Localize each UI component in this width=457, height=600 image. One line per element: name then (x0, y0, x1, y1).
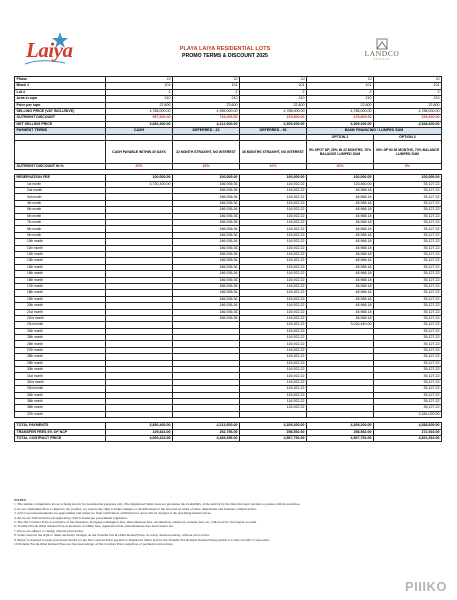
month-label: 3rd month (15, 194, 106, 200)
value-cell: 23,600 (173, 102, 240, 108)
month-label: 21st month (15, 309, 106, 315)
payment-value: 186,936.36 (173, 239, 240, 245)
payment-value: 35,127.22 (374, 264, 442, 270)
watermark: PIIIKO (404, 579, 447, 594)
row-label: NET SELLING PRICE (15, 121, 106, 127)
payment-value: 186,936.36 (173, 207, 240, 213)
value-cell: 4,212,600.00 (173, 121, 240, 127)
payment-value: 35,127.22 (374, 188, 442, 194)
payment-value: 35,127.22 (374, 232, 442, 238)
payment-value: 48,968.18 (307, 277, 374, 283)
notes-section (14, 498, 441, 546)
totals-value: 4,309,200.00 (240, 423, 307, 429)
payment-value: 186,936.36 (173, 277, 240, 283)
payment-value: 35,127.22 (374, 258, 442, 264)
month-label: 14th month (15, 264, 106, 270)
value-cell: 743,400.00 (173, 115, 240, 121)
note-item: 5. The Net Contract Price is exclusive of the insurance, mortgage redemption fees, miscellaneous fees, documentary stamp tax, transfer fees, etc. which are for the buyers' account. (14, 520, 258, 525)
payment-value: 116,922.22 (240, 315, 307, 321)
payment-value: 186,936.36 (173, 226, 240, 232)
discount-percent: 10% (240, 163, 307, 169)
document-subtitle: PROMO TERMS & DISCOUNT 2025 (182, 53, 268, 59)
payment-value: 35,127.22 (374, 296, 442, 302)
reservation-value: 100,000.00 (106, 175, 173, 181)
payment-value: 116,922.22 (240, 277, 307, 283)
value-cell: 4,788,000.00 (240, 108, 307, 114)
reservation-label: RESERVATION FEE (15, 175, 106, 181)
option-1-label: OPTION 1 (307, 134, 374, 140)
term-description: 30% DP IN 36 MONTHS, 70% BALANCE LUMPED SUM (374, 140, 442, 163)
value-cell: 4,788,000.00 (307, 108, 374, 114)
value-cell: 22,800 (106, 102, 173, 108)
reservation-value: 100,000.00 (173, 175, 240, 181)
payment-value: 35,127.22 (374, 251, 442, 257)
month-label: 8th month (15, 226, 106, 232)
value-cell: 101 (307, 83, 374, 89)
totals-value: 4,567,752.00 (240, 435, 307, 441)
empty-cell (15, 140, 106, 163)
value-cell: 2 (106, 89, 173, 95)
payment-value: 186,936.36 (173, 220, 240, 226)
row-label: Lot # (15, 89, 106, 95)
payment-value: 186,936.36 (173, 315, 240, 321)
payment-value: 116,922.22 (240, 271, 307, 277)
payment-value: 115,460.00 (307, 181, 374, 187)
payment-value: 35,127.22 (374, 379, 442, 385)
payment-value: 35,127.22 (374, 290, 442, 296)
totals-value: 252,756.00 (173, 429, 240, 435)
term-deferred-36: DEFERRED - 36 (240, 128, 307, 134)
payment-value: 35,127.22 (374, 392, 442, 398)
payment-value: 35,127.22 (374, 200, 442, 206)
payment-value: 116,922.22 (240, 194, 307, 200)
note-item: 3. All lot area measurements are approximate and subject to final verification. Additional lot areas will be charged at the prevailing market prices. (14, 511, 212, 516)
payment-value: 116,922.22 (240, 188, 307, 194)
month-label: 20th month (15, 303, 106, 309)
month-label: 18th month (15, 290, 106, 296)
value-cell: 957,600.00 (106, 115, 173, 121)
month-label: 23rd month (15, 322, 106, 328)
payment-value: 35,127.22 (374, 220, 442, 226)
value-cell: 2J (106, 77, 173, 83)
row-label: Phase (15, 77, 106, 83)
payment-value: 116,922.22 (240, 290, 307, 296)
payment-value: 35,127.22 (374, 277, 442, 283)
payment-value: 116,922.22 (240, 258, 307, 264)
payment-value: 3,016,440.00 (307, 322, 374, 328)
payment-value: 186,936.36 (173, 283, 240, 289)
note-item: 10.Transfer Fee & Other Related Fees are fixed percentage of Net Contract Price regardless of payment term options. (14, 542, 174, 547)
totals-value: 4,060,224.00 (106, 435, 173, 441)
payment-value: 116,922.22 (240, 360, 307, 366)
payment-value: 116,922.22 (240, 347, 307, 353)
reservation-value: 100,000.00 (374, 175, 442, 181)
totals-label: TOTAL PAYMENTS (15, 423, 106, 429)
month-label: 15th month (15, 271, 106, 277)
payment-value: 35,127.22 (374, 303, 442, 309)
notes-title: NOTES: (14, 498, 27, 502)
payment-value: 116,922.22 (240, 296, 307, 302)
discount-percent: 10% (307, 163, 374, 169)
payment-value: 116,922.22 (240, 232, 307, 238)
payment-value: 186,936.36 (173, 188, 240, 194)
payment-value: 48,968.18 (307, 309, 374, 315)
value-cell: 210 (106, 96, 173, 102)
row-label: Price per sqm (15, 102, 106, 108)
month-label: 30th month (15, 367, 106, 373)
value-cell: 239,400.00 (374, 115, 442, 121)
payment-value: 48,968.18 (307, 251, 374, 257)
totals-value: 4,548,600.00 (374, 423, 442, 429)
value-cell: 210 (307, 96, 374, 102)
totals-value: 4,309,200.00 (307, 423, 374, 429)
note-item: 9. Buyer is required to issue post-dated checks for the Net Contract Price payable to Registered Seller and for the Transfer Fee & Other Related Fees payable to Landco Pacific Corporation. (14, 537, 270, 542)
payment-value: 116,922.22 (240, 354, 307, 360)
value-cell: 2J (307, 77, 374, 83)
month-label: 33rd month (15, 386, 106, 392)
totals-value: 4,821,516.00 (374, 435, 442, 441)
note-item: 8. Seller reserves the right to make necessary changes on the Transfer Fee & Other Related Fees, as it may deem necessary, without prior notice. (14, 533, 210, 538)
payment-value: 35,127.22 (374, 239, 442, 245)
payment-value: 186,936.36 (173, 213, 240, 219)
payment-value: 35,127.22 (374, 360, 442, 366)
payment-value: 48,968.18 (307, 239, 374, 245)
payment-value: 35,127.22 (374, 194, 442, 200)
note-item: 7. Prices are subject to change without prior notice. (14, 528, 84, 533)
payment-value: 186,936.36 (173, 232, 240, 238)
month-label: 29th month (15, 360, 106, 366)
payment-value: 35,127.22 (374, 405, 442, 411)
payment-terms-label: PAYMENT TERMS (15, 128, 106, 134)
payment-value: 116,922.22 (240, 220, 307, 226)
payment-value: 48,968.18 (307, 220, 374, 226)
payment-value: 116,922.22 (240, 245, 307, 251)
note-item: 6. Transfer Fee & Other Related Fees is inclusive of admin fees, registration fees, miscellaneous fees and transfer tax. (14, 524, 174, 529)
value-cell: 101 (374, 83, 442, 89)
payment-value: 186,936.36 (173, 251, 240, 257)
value-cell: 4,548,600.00 (374, 121, 442, 127)
payment-value: 35,127.22 (374, 367, 442, 373)
month-label: 28th month (15, 354, 106, 360)
payment-value: 35,127.22 (374, 347, 442, 353)
totals-value: 258,552.00 (307, 429, 374, 435)
payment-value: 116,922.22 (240, 239, 307, 245)
value-cell: 4,788,000.00 (106, 108, 173, 114)
payment-value: 48,968.18 (307, 188, 374, 194)
payment-value: 35,127.22 (374, 335, 442, 341)
row-label: SELLING PRICE (VAT INCLUSIVE) (15, 108, 106, 114)
payment-value: 186,936.36 (173, 264, 240, 270)
month-label: 4th month (15, 200, 106, 206)
payment-value: 35,127.22 (374, 226, 442, 232)
month-label: 26th month (15, 341, 106, 347)
value-cell: 22,800 (307, 102, 374, 108)
payment-value: 35,127.22 (374, 398, 442, 404)
value-cell: 2 (307, 89, 374, 95)
payment-value: 48,968.18 (307, 226, 374, 232)
month-label: 6th month (15, 213, 106, 219)
document-title: PLAYA LAIYA RESIDENTIAL LOTS (179, 46, 271, 52)
payment-value: 116,922.22 (240, 200, 307, 206)
term-deferred-22: DEFERRED - 22 (173, 128, 240, 134)
payment-value: 186,936.36 (173, 194, 240, 200)
payment-value: 48,968.18 (307, 264, 374, 270)
payment-value: 116,922.22 (240, 213, 307, 219)
value-cell: 101 (106, 83, 173, 89)
totals-value: 258,552.00 (240, 429, 307, 435)
payment-value: 116,922.22 (240, 379, 307, 385)
value-cell: 2J (173, 77, 240, 83)
totals-value: 4,567,752.00 (307, 435, 374, 441)
landco-logo-subtext: PACIFIC (373, 58, 391, 61)
payment-value: 116,922.22 (240, 335, 307, 341)
payment-value: 35,127.22 (374, 309, 442, 315)
value-cell: 3,830,400.00 (106, 121, 173, 127)
value-cell: 2 (374, 89, 442, 95)
month-label: 25th month (15, 335, 106, 341)
payment-value: 35,127.22 (374, 315, 442, 321)
payment-value: 48,968.18 (307, 194, 374, 200)
payment-value: 116,922.22 (240, 341, 307, 347)
payment-value: 116,922.22 (240, 386, 307, 392)
totals-value: 272,916.00 (374, 429, 442, 435)
value-cell: 2J (374, 77, 442, 83)
laiya-logo-text: Laiya (26, 38, 73, 62)
totals-label: TOTAL CONTRACT PRICE (15, 435, 106, 441)
description-row (15, 140, 442, 163)
term-description: 22 MONTH STRAIGHT, NO INTEREST (173, 140, 240, 163)
payment-value: 35,127.22 (374, 271, 442, 277)
row-label: Area in sqm (15, 96, 106, 102)
discount-percent: 20% (106, 163, 173, 169)
month-label: 1st month (15, 181, 106, 187)
payment-value: 186,936.36 (173, 296, 240, 302)
month-label: 31st month (15, 373, 106, 379)
totals-value: 4,212,600.00 (173, 423, 240, 429)
term-description: CASH PAYABLE WITHIN 30 DAYS (106, 140, 173, 163)
payment-value: 35,127.22 (374, 245, 442, 251)
payment-value: 116,922.22 (240, 405, 307, 411)
value-cell: 2 (240, 89, 307, 95)
payment-value: 35,127.22 (374, 328, 442, 334)
month-label: 36th month (15, 405, 106, 411)
payment-value: 48,968.18 (307, 283, 374, 289)
month-label: 12th month (15, 251, 106, 257)
payment-value: 48,968.18 (307, 296, 374, 302)
month-label: 2nd month (15, 188, 106, 194)
note-item: 1. The sample computation above is being shown for presentation purposes only. The Registered Seller does not guarantee the availability of the unit/lot by the time the buyer decides to pursue with the purchase. (14, 502, 301, 507)
discount-percent: 5% (374, 163, 442, 169)
payment-value: 35,127.22 (374, 213, 442, 219)
payment-value: 186,936.36 (173, 309, 240, 315)
value-cell: 210 (240, 96, 307, 102)
month-label: 27th month (15, 347, 106, 353)
value-cell: 4,788,000.00 (374, 108, 442, 114)
month-label: 5th month (15, 207, 106, 213)
payment-value: 48,968.18 (307, 315, 374, 321)
value-cell: 2J (240, 77, 307, 83)
reservation-value: 100,000.00 (307, 175, 374, 181)
payment-value: 116,922.22 (240, 367, 307, 373)
payment-value: 48,968.18 (307, 232, 374, 238)
totals-label: TRANSFER FEES 6% OF NCP (15, 429, 106, 435)
payment-value: 3,184,020.00 (374, 411, 442, 417)
value-cell: 210 (374, 96, 442, 102)
value-cell: 2 (173, 89, 240, 95)
totals-value: 3,830,400.00 (106, 423, 173, 429)
payment-value: 116,922.22 (240, 226, 307, 232)
note-item: 4. Prices are VAT inclusive (if applicable). VAT is based per government regulation. (14, 515, 128, 520)
row-label: Block # (15, 83, 106, 89)
payment-value: 48,968.18 (307, 303, 374, 309)
payment-value: 35,127.22 (374, 207, 442, 213)
payment-value: 48,968.18 (307, 213, 374, 219)
payment-value: 186,936.36 (173, 181, 240, 187)
payment-value: 116,922.22 (240, 328, 307, 334)
payment-value: 116,922.22 (240, 264, 307, 270)
payment-value: 186,936.36 (173, 290, 240, 296)
value-cell: 22,800 (374, 102, 442, 108)
totals-value: 4,465,356.00 (173, 435, 240, 441)
payment-value: 186,936.36 (173, 303, 240, 309)
payment-value: 186,936.36 (173, 271, 240, 277)
month-label: 19th month (15, 296, 106, 302)
payment-value: 48,968.18 (307, 258, 374, 264)
month-label: 17th month (15, 283, 106, 289)
month-label: 11th month (15, 245, 106, 251)
option-2-label: OPTION 2 (374, 134, 442, 140)
payment-value: 116,922.22 (240, 251, 307, 257)
payment-value: 48,968.18 (307, 207, 374, 213)
payment-value: 116,922.22 (240, 309, 307, 315)
value-cell: 210 (173, 96, 240, 102)
row-label: OUTRIGHT DISCOUNT (15, 115, 106, 121)
payment-value: 116,922.22 (240, 283, 307, 289)
payment-value: 35,127.22 (374, 354, 442, 360)
payment-value: 116,922.22 (240, 181, 307, 187)
note-item: 2. In our continuing effort to improve our product, we reserve the right to make changes or modifications to the site plan in terms of sizes, dimensions and features, without notice. (14, 506, 257, 511)
month-label: 22nd month (15, 315, 106, 321)
month-label: 24th month (15, 328, 106, 334)
month-label: 10th month (15, 239, 106, 245)
payment-value: 48,968.18 (307, 290, 374, 296)
payment-value: 48,968.18 (307, 200, 374, 206)
payment-value: 116,922.22 (240, 373, 307, 379)
payment-value: 48,968.18 (307, 271, 374, 277)
month-label: 34th month (15, 392, 106, 398)
payment-value: 116,922.22 (240, 207, 307, 213)
term-bank-financing: BANK FINANCING / LUMPED SUM (307, 128, 442, 134)
reservation-value: 100,000.00 (240, 175, 307, 181)
landco-logo (352, 38, 412, 68)
value-cell: 478,800.00 (240, 115, 307, 121)
value-cell: 4,956,000.00 (173, 108, 240, 114)
value-cell: 4,309,200.00 (307, 121, 374, 127)
payment-value: 116,922.22 (240, 392, 307, 398)
month-label: 32nd month (15, 379, 106, 385)
payment-value: 116,922.22 (240, 322, 307, 328)
totals-row (15, 435, 442, 441)
discount-label: OUTRIGHT DISCOUNT IN % (15, 163, 106, 169)
discount-percent: 15% (173, 163, 240, 169)
value-cell: 22,800 (240, 102, 307, 108)
totals-value: 229,824.00 (106, 429, 173, 435)
term-description: 36 MONTHS STRAIGHT, NO INTEREST (240, 140, 307, 163)
month-label: 9th month (15, 232, 106, 238)
value-cell: 478,800.00 (307, 115, 374, 121)
payment-value: 35,127.22 (374, 181, 442, 187)
payment-value: 35,127.22 (374, 341, 442, 347)
value-cell: 101 (240, 83, 307, 89)
page-header (0, 0, 457, 72)
payment-value: 186,936.36 (173, 200, 240, 206)
payment-value: 35,127.22 (374, 322, 442, 328)
payment-value: 3,730,400.00 (106, 181, 173, 187)
month-label: 35th month (15, 398, 106, 404)
payment-value: 116,922.22 (240, 303, 307, 309)
payment-value: 35,127.22 (374, 373, 442, 379)
payment-value: 35,127.22 (374, 283, 442, 289)
payment-value: 116,922.22 (240, 398, 307, 404)
payment-value: 186,936.36 (173, 245, 240, 251)
term-cash: CASH (106, 128, 173, 134)
value-cell: 101 (173, 83, 240, 89)
payment-value: 186,936.36 (173, 258, 240, 264)
document-title-block (130, 46, 320, 60)
month-label: 37th month (15, 411, 106, 417)
month-label: 13th month (15, 258, 106, 264)
payment-value: 48,968.18 (307, 245, 374, 251)
value-cell: 4,309,200.00 (240, 121, 307, 127)
computation-table (14, 76, 442, 442)
month-label: 16th month (15, 277, 106, 283)
term-description: 5% SPOT DP, 25% IN 22 MONTHS, 70% BALANCE LUMPED SUM (307, 140, 374, 163)
payment-value: 35,127.22 (374, 386, 442, 392)
month-label: 7th month (15, 220, 106, 226)
landco-logo-text: LANDCO (364, 49, 400, 58)
